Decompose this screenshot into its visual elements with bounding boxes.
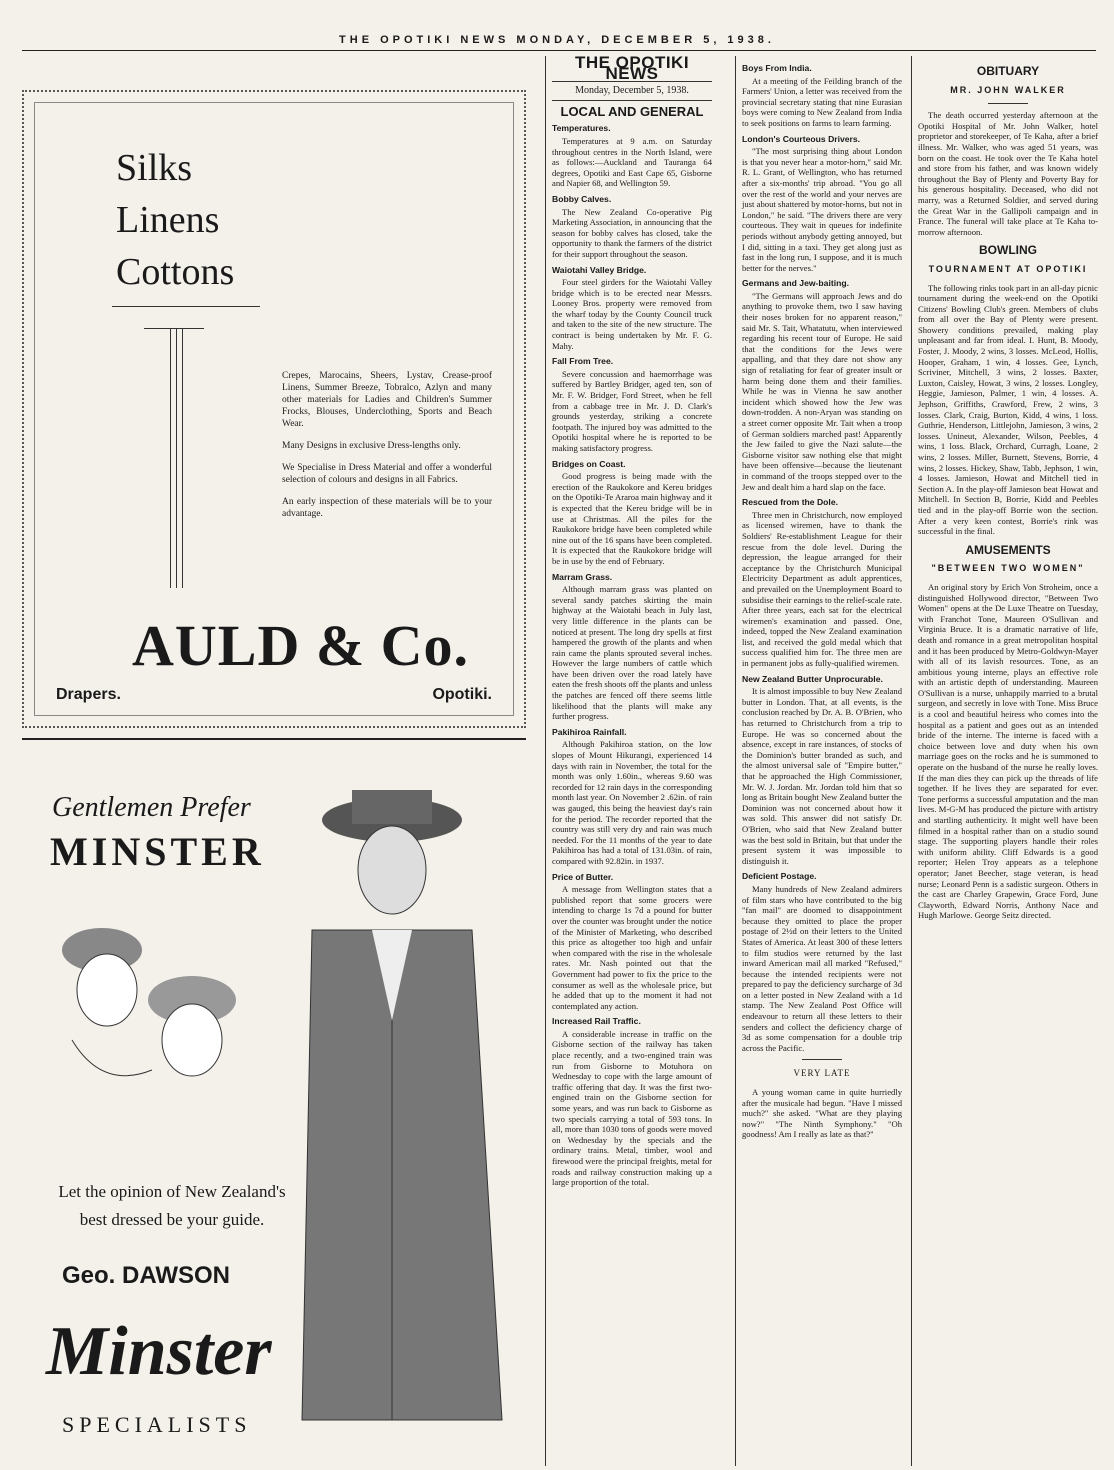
article-heading: Germans and Jew-baiting.	[742, 278, 849, 289]
article-text: At a meeting of the Feilding branch of the Farmers' Union, a letter was received from the provincial secretary stating that nine Eurasian boys were coming to New Zealand from India to seek positions on farms to learn farming.	[742, 75, 902, 128]
article-text: Severe concussion and haemorrhage was suffered by Bartley Bridger, aged ten, son of Mr. F. W. Bridger, Ford Street, when he fell from a cabbage tree in Mr. J. D. Clark's grounds yesterday, striking a concrete footpath. The injured boy was admitted to the Opotiki hospital where he is reported to be making satisfactory progress.	[552, 368, 712, 453]
article-text: Many hundreds of New Zealand admirers of film stars who have contributed to the big "fan mail" are doomed to disappointment because they omitted to place the proper postage of 2½d on their letters to the United States of America. At least 300 of these letters to film studios were returned by the last inward American mail all marked "Refused," because the intended recipients were not prepared to pay the deficiency surcharge of 3d on a letter posted in New Zealand with a 1d stamp. The New Zealand Post Office will endeavour to return all these letters to their senders and collect the deficiency charge of 3d as some compensation for a double trip across the Pacific.	[742, 883, 902, 1053]
fabric-cottons: Cottons	[116, 251, 235, 293]
decor-line-1	[170, 328, 171, 588]
minster-advert	[22, 738, 526, 1470]
amusements-sub: "BETWEEN TWO WOMEN"	[931, 563, 1085, 574]
obituary-text: The death occurred yesterday afternoon at the Opotiki Hospital of Mr. John Walker, hotel proprietor and storekeeper, of Te Kaha, after a brief illness. Mr. Walker, who was aged 51 years, was born on the coast. He took over the Te Kaha hotel and store from his father, and was known widely throughout the Bay of Plenty and Poverty Bay for his generous hospitality. Deceased, who did not marry, was a Returned Soldier, and served during the Great War in the Gallipoli campaign and in France. The funeral will take place at Te Kaha to-morrow afternoon.	[918, 110, 1098, 237]
column-rule-1	[545, 56, 546, 1466]
article-heading: Pakihiroa Rainfall.	[552, 726, 627, 737]
fabric-silks: Silks	[116, 147, 193, 189]
ladies-illustration	[42, 890, 272, 1150]
minster-brand: MINSTER	[50, 829, 265, 874]
article-text: "The most surprising thing about London is that you never hear a motor-horn," said Mr. R. L. Grant, of Wellington, who has returned after a six-months' trip abroad. "You go all over the rest of the world and your nerves are just about shattered by motor-horns, but not in London," he said. "The drivers there are very courteous. They wait in queues for indefinite periods without anybody getting annoyed, but I did, sitting in a taxi. They get along just as fast in the long run, I suppose, and it is much better for the nerves."	[742, 146, 902, 273]
column-rule-2	[735, 56, 736, 1466]
article-heading: Rescued from the Dole.	[742, 497, 838, 508]
article-text: A message from Wellington states that a published report that some grocers were intending to charge 1s 7d a pound for butter over the counter was brought under the notice of the Minister of Marketing, who described this price as altogether too high and unfair when compared with the rise in the wholesale rates. Mr. Nash pointed out that the Government had power to fix the price to the consumer as well as the wholesale price, but he added that up to the moment it had not contemplated any action.	[552, 884, 712, 1011]
article-heading: London's Courteous Drivers.	[742, 133, 861, 144]
fabric-linens: Linens	[116, 199, 220, 241]
article-heading: New Zealand Butter Unprocurable.	[742, 673, 883, 684]
minster-opinion: Let the opinion of New Zealand's best dressed be your guide.	[58, 1182, 286, 1229]
amusements-title: AMUSEMENTS	[965, 542, 1051, 557]
article-heading: Marram Grass.	[552, 571, 613, 582]
article-heading: Waiotahi Valley Bridge.	[552, 264, 647, 275]
decor-line-2	[176, 328, 177, 588]
article-heading: Deficient Postage.	[742, 871, 817, 882]
article-text: Four steel girders for the Waiotahi Valley bridge which is to be erected near Messrs. Looney Bros. property were removed from the wharf today by the County Council truck and taken to the site of the new structure. The contract is being undertaken by Mr. F. G. Mahy.	[552, 277, 712, 351]
article-text: Although marram grass was planted on several sandy patches skirting the main highway at the Waiotahi beach in July last, very little difference in the plants can be noticed at present. The long dry spells at first hampered the growth of the plants and when rain came the plants sprouted several inches. However the large numbers of cattle which have been driven over the road lately have eaten the fresh shoots off the plants and unless the patches are fenced off there seems little likelihood that the plants will make any further progress.	[552, 584, 712, 722]
divider	[988, 103, 1028, 104]
article-heading: Increased Rail Traffic.	[552, 1016, 641, 1027]
auld-advert	[22, 90, 526, 728]
article-text: It is almost impossible to buy New Zealand butter in London. That, at all events, is the conclusion reached by Dr. A. B. O'Brien, who has returned to Christchurch from a trip to Europe. He was so concerned about the absence, except in rare instances, of stocks of the Dominion's butter branded as such, and the almost universal sale of "Empire butter," that he approached the High Commissioner, Mr. W. J. Jordan. Mr. Jordan told him that so long as Britain bought New Zealand butter the Dominion was not concerned about how it was sold. This answer did not satisfy Dr. O'Brien, who said that New Zealand butter was the best sold in Britain, but that under the present system it was impossible to distinguish it.	[742, 686, 902, 866]
article-text: The New Zealand Co-operative Pig Marketing Association, in announcing that the season for bobby calves has closed, take the opportunity to thank the farmers of the district for their support throughout the season.	[552, 206, 712, 259]
minster-specialists: SPECIALISTS	[62, 1412, 252, 1437]
auld-copy-3: We Specialise in Dress Material and offer a wonderful selection of colours and designs in all Fabrics.	[282, 463, 492, 485]
column-obituary-bowling	[918, 58, 1098, 923]
very-late-title: VERY LATE	[793, 1068, 851, 1079]
divider	[802, 1059, 842, 1060]
minster-headline: Gentlemen Prefer	[52, 792, 251, 823]
minster-dealer: Geo. DAWSON	[62, 1262, 231, 1289]
bowling-sub: TOURNAMENT AT OPOTIKI	[928, 263, 1088, 274]
article-text: Three men in Christchurch, now employed as licensed wiremen, have to thank the Soldiers' Re-establishment League for their rescue from the dole level. During the depression, the league arranged for their acceptance by the Christchurch Municipal Electricity Department as adult apprentices, and prevailed on the Unemployment Board to subsidise their earnings to the relief-scale rate. After three years, each sat for the electrical wiremen's examination and passed. One, indeed, topped the New Zealand examination list, and received the gold medal which that success qualified him for. The three men are in permanent jobs as fully-qualified wiremen.	[742, 509, 902, 669]
article-heading: Boys From India.	[742, 63, 812, 73]
section-local-general: LOCAL AND GENERAL	[560, 103, 704, 119]
article-text: Good progress is being made with the erection of the Raukokore and Kereu bridges on the Opotiki-Te Araroa main highway and it is expected that the Kereu bridge will be in use at Christmas. All the piles for the Raukokore bridge have been completed while nine out of the 16 spans have been completed. It is expected that the Raukokore bridge will be in use by the end of February.	[552, 471, 712, 566]
obituary-title: OBITUARY	[976, 64, 1040, 78]
column-news	[742, 58, 902, 1142]
column-rule-3	[911, 56, 912, 1466]
article-text: "The Germans will approach Jews and do anything to provoke them, two I saw having their noses broken for no apparent reason," said Mr. S. Tait, Whatatutu, when interviewed regarding his recent tour of Europe. He said that the conditions for the Jews were appalling, and that they dare not show any sign of retaliating for fear of greater insult or harm being done them and their families. While he was in Vienna he saw another incident which showed how the Jew was down-trodden. A non-Aryan was standing on a street corner opposite Mr. Tait when a troop of German soldiers marched past! Apparently the Jew failed to give the Nazi salute—the Gisborne visitor saw nothing else that might have been offensive—because the lieutenant in command of the troops stepped over to the Jew and dealt him a hard slap on the face.	[742, 290, 902, 492]
amusements-text: An original story by Erich Von Stroheim, once a distinguished Hollywood director, "Between Two Women" opens at the De Luxe Theatre on Tuesday, with Franchot Tone, Maureen O'Sullivan and Virginia Bruce. It is a dramatic narrative of life, death and romance in a great metropolitan hospital and it has been produced by Metro-Goldwyn-Mayer with all of its lavish resources. Tone, as an ambitious young interne, plays an effective role with an artistic depth of understanding. Maureen O'Sullivan is a nurse, unhappily married to a brutal surgeon, and secretly in love with Tone. Miss Bruce is a cool and beautiful heiress who comes into the hospital as a patient and goes out as an intended bride of the interne. The interne is faced with a choice between love and duty when his own marriage goes on the rocks and he is summoned to operate on the husband of the nurse he really loves. If the man dies they can pick up the threads of life together. If he lives they are separated for ever. Tone performs a successful amputation and the man lives. M-G-M has produced the picture with artistry and startling authenticity. It might well have been filmed in a hospital rather than on a studio sound stage. The supporting players handle their roles with uniform ability. Cliff Edwards is a good reporter; Helen Troy appears as a telephone operator; Janet Beecher, stage veteran, is head nurse; Leonard Penn is a sadistic surgeon. Others in the cast are Charley Grapewin, Grace Ford, June Clayworth, Edward Norris, Anthony Nace and Hugh Marlowe. George Seitz directed.	[918, 581, 1098, 921]
article-heading: Price of Butter.	[552, 871, 614, 882]
article-text: A considerable increase in traffic on the Gisborne section of the railway has taken place recently, and a two-engined train was run from Gisborne to Motuhora on Wednesday to cope with the large amount of traffic offering that day. It was the first two-engined train on the Gisborne section for some years, and was run back to Gisborne as two specials carrying a total of 593 tons. In all, more than 1030 tons of goods were moved on Wednesday by the specials and the ordinary trains. Metal, timber, wool and firewood were the principal freights, metal for roads and railway construction making up a large proportion of the total.	[552, 1028, 712, 1188]
auld-copy-1: Crepes, Marocains, Sheers, Lystav, Crease-proof Linens, Summer Breeze, Tobralco, Azlyn and many other materials for Ladies and Children's Summer Frocks, Blouses, Underclothing, Sports and Beach Wear.	[282, 371, 492, 429]
article-heading: Fall From Tree.	[552, 356, 614, 367]
masthead-rule	[22, 50, 1096, 51]
masthead: THE OPOTIKI NEWS MONDAY, DECEMBER 5, 1938.	[339, 34, 775, 46]
article-heading: Bridges on Coast.	[552, 458, 626, 469]
auld-copy-2: Many Designs in exclusive Dress-lengths only.	[282, 441, 461, 451]
decor-rule	[144, 328, 204, 329]
fabric-rule	[112, 306, 260, 307]
article-heading: Temperatures.	[552, 123, 611, 134]
column-local-general	[552, 53, 712, 1190]
article-heading: Bobby Calves.	[552, 193, 612, 204]
minster-script: Minster	[46, 1313, 272, 1390]
gentleman-illustration	[242, 760, 522, 1440]
auld-copy-4: An early inspection of these materials will be to your advantage.	[282, 497, 492, 519]
obituary-name: MR. JOHN WALKER	[950, 84, 1066, 95]
auld-drapers: Drapers.	[56, 686, 121, 703]
auld-copy	[282, 370, 492, 530]
bowling-title: BOWLING	[979, 243, 1037, 258]
article-text: Although Pakihiroa station, on the low slopes of Mount Hikurangi, experienced 14 days with rain in November, the total for the month was only 1.60in., whereas 9.60 was recorded for 12 rain days in the corresponding month last year. On November 2 .62in. of rain was gauged, this being the heaviest day's rain for the period. The recorder reported that the country was still very dry and rain was much needed. For the 11 months of the year to date Pakihiroa has had a total of 131.03in. of rain, compared with 92.82in. in 1937.	[552, 739, 712, 866]
decor-line-3	[182, 328, 183, 588]
article-text: A young woman came in quite hurriedly after the musicale had begun. "Have I missed much?" she asked. "What are they playing now?" "The Ninth Symphony." "Oh goodness! Am I really as late as that?"	[742, 1087, 902, 1140]
article-text: Temperatures at 9 a.m. on Saturday throughout centres in the North Island, were as follows:—Auckland and Tauranga 64 degrees, Opotiki and East Cape 65, Gisborne and Napier 68, and Wellington 59.	[552, 135, 712, 189]
paper-date: Monday, December 5, 1938.	[552, 86, 712, 101]
paper-title: THE OPOTIKI NEWS	[552, 58, 712, 82]
auld-name: AULD & Co.	[132, 613, 470, 678]
bowling-text: The following rinks took part in an all-day picnic tournament during the week-end on the Opotiki Citizens' Bowling Club's green. Members of clubs from all over the Bay of Plenty were present. Showery conditions prevailed, making play unpleasant and far from ideal. I. Hunt, B. Moody, Foster, J. Moody, 2 wins, 3 losses. McLeod, Hollis, Hooper, Graham, 1 win, 4 losses. Gee, Lynch, Scriviner, Mitchell, 3 wins, 2 losses. Baxter, Luxton, Caisley, Howat, 3 wins, 2 losses. Longley, Heggie, Jamieson, Palmer, 1 win, 4 losses. A. Jephson, Griffiths, Crawford, Frew, 2 wins, 3 losses. Clark, Craig, Burton, Kidd, 4 wins, 1 loss. Guthrie, Henderson, Littlejohn, Jamieson, 3 wins, 2 losses. Unineut, Alexander, Wilson, Peebles, 4 wins, 1 loss. Black, Orchard, Curragh, Loane, 2 wins, 2 losses. Miller, Burnett, Stevens, Borrie, 4 wins, 2 losses. Hickey, Shaw, Tabb, Jephson, 1 win, 4 losses. Jamieson, Howat and Mitchell tied in Section A. In the play-off Jamieson beat Howat and Mitchell. In Section B, Borrie, Kidd and Peebles tied and in the play-off Borrie won the section. After a very keen contest, Borrie's rink was successful in the final.	[918, 282, 1098, 537]
auld-town: Opotiki.	[432, 686, 492, 703]
